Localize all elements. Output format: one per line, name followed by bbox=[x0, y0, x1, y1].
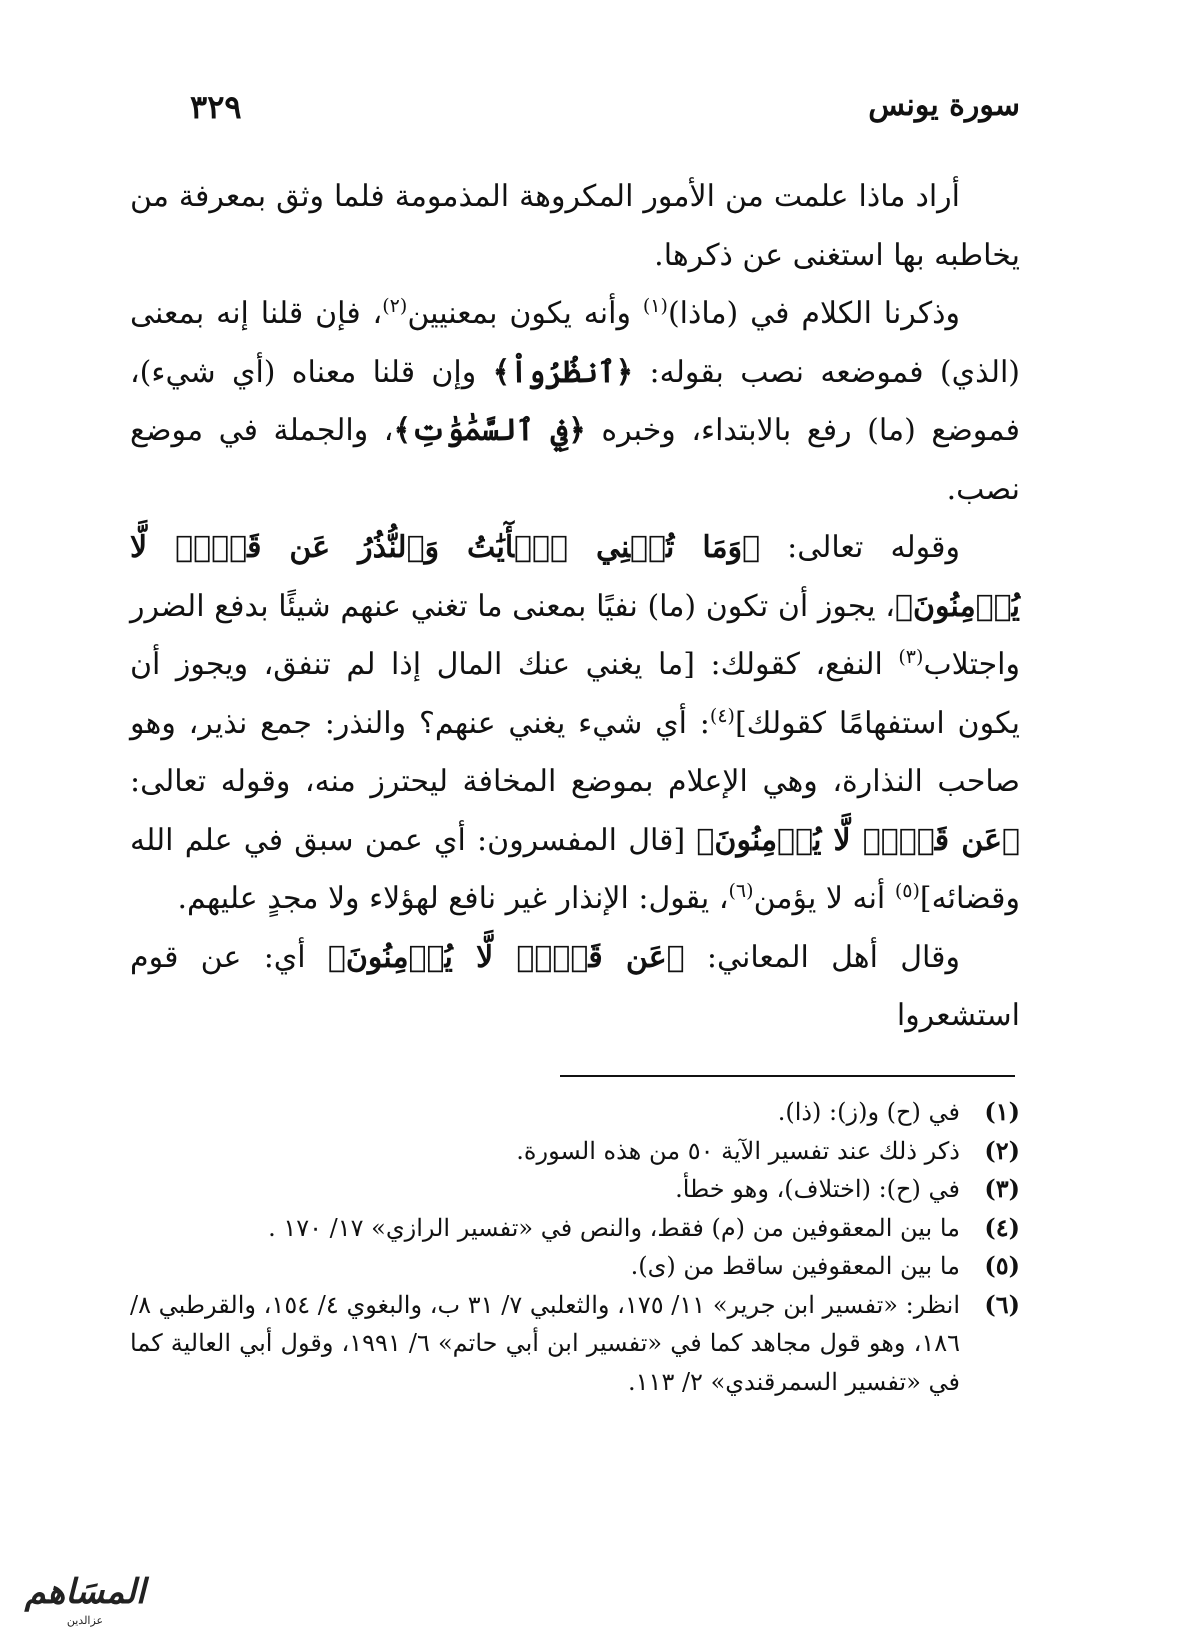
footnote-ref-4[interactable]: (٤) bbox=[709, 704, 735, 727]
paragraph-3 bbox=[130, 519, 1020, 929]
footnote-text: ما بين المعقوفين من (م) فقط، والنص في «تفسير الرازي» ١٧/ ١٧٠ . bbox=[268, 1213, 960, 1242]
quran-quote: ﴿فِي ٱلسَّمَٰوَٰتِ﴾ bbox=[393, 413, 586, 448]
footnote-number: (١) bbox=[984, 1097, 1020, 1126]
footnote-item bbox=[130, 1209, 1020, 1248]
quran-quote: ﴿وَمَا تُغۡنِي ٱلۡأٓيَٰتُ وَٱلنُّذُرُ عَن قَوۡمٖ لَّا يُؤۡمِنُونَ﴾ bbox=[130, 530, 1020, 624]
footnote-number: (٦) bbox=[984, 1289, 1020, 1319]
footnotes bbox=[130, 1093, 1020, 1401]
text-run: وقوله تعالى: bbox=[760, 530, 960, 565]
footnote-ref-3[interactable]: (٣) bbox=[898, 646, 924, 668]
footnote-number: (٤) bbox=[984, 1212, 1020, 1242]
paragraph-1: أراد ماذا علمت من الأمور المكروهة المذمومة فلما وثق بمعرفة من يخاطبه بها استغنى عن ذكرها. bbox=[130, 179, 1020, 273]
watermark-logo bbox=[10, 1570, 160, 1642]
footnote-item bbox=[130, 1247, 1020, 1286]
text-run: وقال أهل المعاني: bbox=[684, 939, 960, 975]
footnote-text: في (ح) و(ز): (ذا). bbox=[777, 1098, 960, 1126]
text-run: النفع، كقولك: [ما يغني عنك المال إذا لم تنفق، ويجوز أن يكون استفهامًا كقولك] bbox=[130, 647, 1020, 741]
text-run: ، يجوز أن تكون (ما) نفيًا بمعنى ما تغني عنهم شيئًا بدفع الضرر واجتلاب bbox=[130, 588, 1020, 682]
footnote-divider bbox=[560, 1075, 1015, 1077]
quran-quote: ﴿عَن قَوۡمٖ لَّا يُؤۡمِنُونَ﴾ bbox=[696, 822, 1020, 858]
footnote-text: انظر: «تفسير ابن جرير» ١١/ ١٧٥، والثعلبي ٧/ ٣١ ب، والبغوي ٤/ ١٥٤، والقرطبي ٨/ ١٨٦، وهو قول مجاهد كما في «تفسير ابن أبي حاتم» ٦/ ١٩٩١، وقول أبي العالية كما في «تفسير السمرقندي» ٢/ ١١٣. bbox=[130, 1290, 961, 1396]
footnote-text: في (ح): (اختلاف)، وهو خطأ. bbox=[675, 1175, 960, 1203]
footnote-ref-5[interactable]: (٥) bbox=[894, 880, 920, 902]
text-run: ، يقول: الإنذار غير نافع لهؤلاء ولا مجدٍ عليهم. bbox=[177, 881, 729, 916]
paragraph-2 bbox=[130, 285, 1020, 519]
text-run: وإن قلنا معناه (أي شيء)، فموضع (ما) رفع بالابتداء، وخبره bbox=[130, 354, 1020, 448]
footnote-ref-6[interactable]: (٦) bbox=[728, 880, 754, 902]
footnote-item bbox=[130, 1286, 1020, 1402]
footnote-text: ذكر ذلك عند تفسير الآية ٥٠ من هذه السورة. bbox=[516, 1136, 960, 1165]
main-text bbox=[130, 168, 1020, 1046]
text-run: ، والجملة في موضع نصب. bbox=[130, 413, 1020, 507]
footnote-number: (٢) bbox=[984, 1135, 1020, 1165]
footnote-item bbox=[130, 1093, 1020, 1132]
footnote-item bbox=[130, 1132, 1020, 1171]
footnote-text: ما بين المعقوفين ساقط من (ى). bbox=[630, 1252, 960, 1280]
text-run: [قال المفسرون: أي عمن سبق في علم الله وقضائه] bbox=[130, 822, 1020, 916]
quran-quote: ﴿ٱنظُرُواْ﴾ bbox=[492, 354, 634, 390]
footnote-ref-2[interactable]: (٢) bbox=[382, 295, 408, 317]
text-run: وأنه يكون بمعنيين bbox=[407, 296, 643, 331]
page-number: ٣٢٩ bbox=[190, 88, 242, 126]
text-run: أي: عن قوم استشعروا bbox=[130, 939, 1020, 1033]
footnote-number: (٣) bbox=[984, 1174, 1020, 1203]
text-run: : أي شيء يغني عنهم؟ والنذر: جمع نذير، وهو صاحب النذارة، وهي الإعلام بموضع المخافة ليحترز منه، وقوله تعالى: bbox=[130, 705, 1020, 799]
page-header bbox=[190, 88, 1020, 138]
text-run: أنه لا يؤمن bbox=[753, 881, 895, 916]
text-run: ، فإن قلنا إنه بمعنى (الذي) فموضعه نصب بقوله: bbox=[130, 296, 1020, 390]
footnote-ref-1[interactable]: (١) bbox=[642, 295, 668, 317]
surah-title: سورة يونس bbox=[868, 88, 1020, 123]
text-run: وذكرنا الكلام في (ماذا) bbox=[667, 296, 960, 331]
footnote-item bbox=[130, 1170, 1020, 1209]
paragraph-4 bbox=[130, 929, 1020, 1046]
watermark-sub-text: عزالدين bbox=[66, 1614, 104, 1627]
watermark-main-text: المسَاهم bbox=[24, 1572, 146, 1612]
footnote-number: (٥) bbox=[984, 1251, 1020, 1280]
quran-quote: ﴿عَن قَوۡمٖ لَّا يُؤۡمِنُونَ﴾ bbox=[327, 939, 685, 975]
